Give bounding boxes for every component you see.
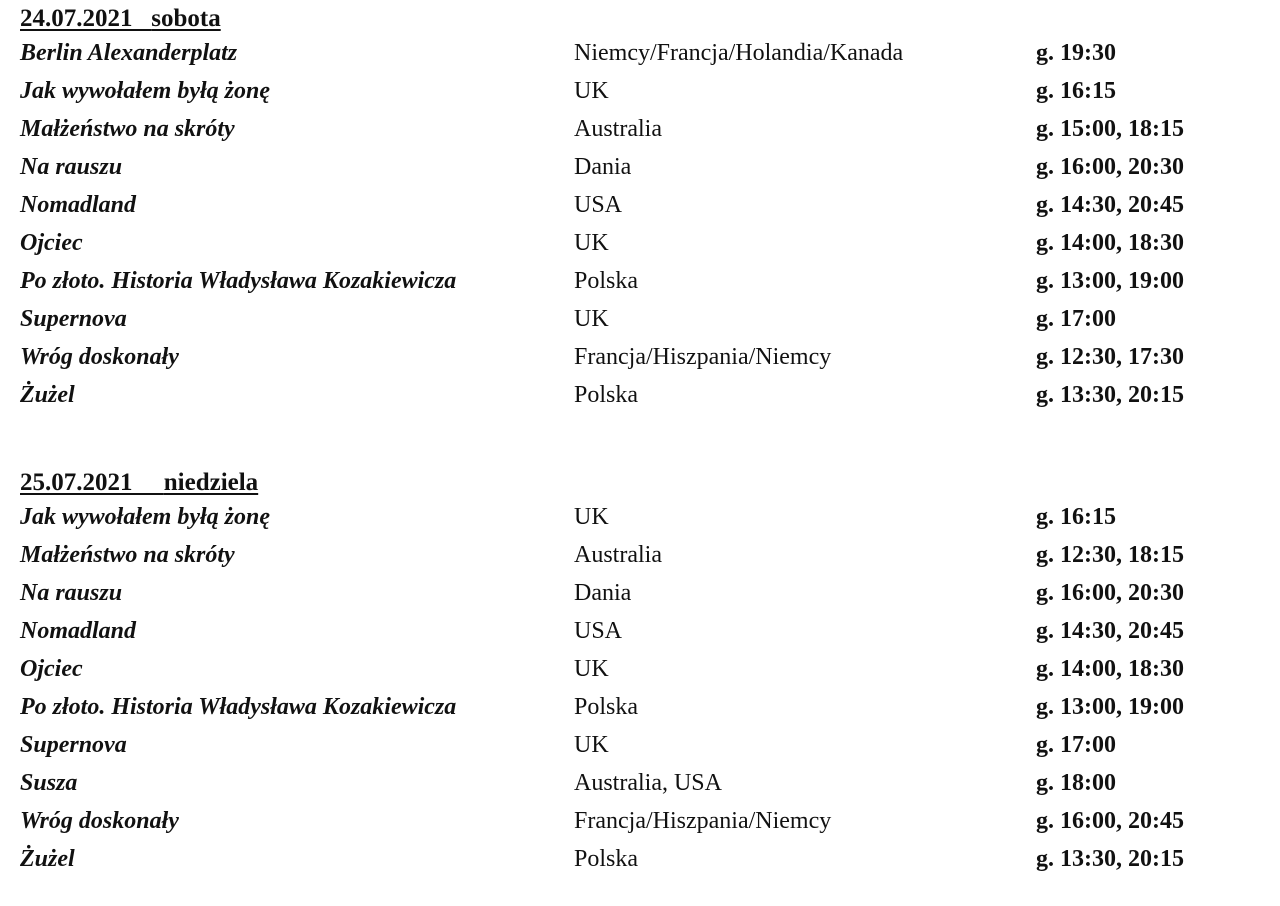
- film-country: UK: [574, 306, 609, 332]
- day-section-saturday: [20, 4, 1260, 414]
- film-title: Małżeństwo na skróty: [20, 116, 235, 142]
- screening-times: g. 19:30: [1036, 40, 1116, 66]
- film-country: Polska: [574, 846, 639, 872]
- screening-row: [20, 802, 1260, 840]
- film-country: Francja/Hiszpania/Niemcy: [574, 808, 832, 834]
- film-title: Żużel: [20, 382, 75, 408]
- screening-times: g. 16:00, 20:30: [1036, 154, 1184, 180]
- film-title: Ojciec: [20, 230, 83, 256]
- film-country: UK: [574, 78, 609, 104]
- film-title: Susza: [20, 770, 78, 796]
- film-country: UK: [574, 230, 609, 256]
- film-title: Po złoto. Historia Władysława Kozakiewicza: [20, 694, 457, 720]
- screening-row: [20, 840, 1260, 878]
- film-country: Polska: [574, 694, 639, 720]
- screening-times: g. 16:15: [1036, 504, 1116, 530]
- screening-row: [20, 612, 1260, 650]
- film-country: Dania: [574, 154, 632, 180]
- film-title: Małżeństwo na skróty: [20, 542, 235, 568]
- screening-times: g. 15:00, 18:15: [1036, 116, 1184, 142]
- film-title: Supernova: [20, 732, 127, 758]
- film-title: Wróg doskonały: [20, 344, 179, 370]
- screening-times: g. 14:00, 18:30: [1036, 656, 1184, 682]
- day-date: 25.07.2021: [20, 469, 133, 496]
- screening-row: [20, 186, 1260, 224]
- screening-times: g. 16:15: [1036, 78, 1116, 104]
- screening-times: g. 18:00: [1036, 770, 1116, 796]
- film-country: Dania: [574, 580, 632, 606]
- film-country: Australia: [574, 542, 662, 568]
- screening-row: [20, 224, 1260, 262]
- film-country: Australia, USA: [574, 770, 722, 796]
- screening-row: [20, 34, 1260, 72]
- screening-row: [20, 110, 1260, 148]
- day-date: 24.07.2021: [20, 5, 133, 32]
- screening-times: g. 16:00, 20:45: [1036, 808, 1184, 834]
- screening-row: [20, 72, 1260, 110]
- screening-times: g. 13:00, 19:00: [1036, 694, 1184, 720]
- day-header: [20, 4, 1260, 34]
- film-country: Polska: [574, 268, 639, 294]
- film-title: Supernova: [20, 306, 127, 332]
- day-weekday: sobota: [151, 5, 221, 32]
- film-title: Berlin Alexanderplatz: [20, 40, 238, 66]
- screening-row: [20, 338, 1260, 376]
- film-country: UK: [574, 656, 609, 682]
- film-country: USA: [574, 192, 623, 218]
- film-title: Na rauszu: [20, 154, 123, 180]
- screening-times: g. 12:30, 18:15: [1036, 542, 1184, 568]
- screening-row: [20, 300, 1260, 338]
- film-title: Wróg doskonały: [20, 808, 179, 834]
- screening-row: [20, 650, 1260, 688]
- screening-times: g. 16:00, 20:30: [1036, 580, 1184, 606]
- film-country: Niemcy/Francja/Holandia/Kanada: [574, 40, 904, 66]
- screening-times: g. 13:30, 20:15: [1036, 846, 1184, 872]
- film-title: Nomadland: [20, 192, 137, 218]
- screening-times: g. 14:30, 20:45: [1036, 618, 1184, 644]
- film-country: UK: [574, 732, 609, 758]
- film-title: Jak wywołałem byłą żonę: [20, 78, 270, 104]
- day-weekday: niedziela: [163, 469, 259, 496]
- film-title: Nomadland: [20, 618, 137, 644]
- film-title: Ojciec: [20, 656, 83, 682]
- day-header: [20, 468, 1260, 498]
- film-country: UK: [574, 504, 609, 530]
- film-title: Na rauszu: [20, 580, 123, 606]
- screening-times: g. 17:00: [1036, 732, 1116, 758]
- film-country: Francja/Hiszpania/Niemcy: [574, 344, 832, 370]
- screening-times: g. 14:00, 18:30: [1036, 230, 1184, 256]
- day-section-sunday: [20, 468, 1260, 878]
- screening-row: [20, 726, 1260, 764]
- screening-times: g. 12:30, 17:30: [1036, 344, 1184, 370]
- screening-times: g. 17:00: [1036, 306, 1116, 332]
- film-title: Jak wywołałem byłą żonę: [20, 504, 270, 530]
- film-country: USA: [574, 618, 623, 644]
- film-title: Żużel: [20, 846, 75, 872]
- film-title: Po złoto. Historia Władysława Kozakiewicza: [20, 268, 457, 294]
- screening-times: g. 13:00, 19:00: [1036, 268, 1184, 294]
- screening-times: g. 14:30, 20:45: [1036, 192, 1184, 218]
- screening-row: [20, 262, 1260, 300]
- screening-row: [20, 688, 1260, 726]
- screening-row: [20, 148, 1260, 186]
- screening-row: [20, 574, 1260, 612]
- screening-times: g. 13:30, 20:15: [1036, 382, 1184, 408]
- film-country: Australia: [574, 116, 662, 142]
- film-country: Polska: [574, 382, 639, 408]
- screening-row: [20, 764, 1260, 802]
- screening-row: [20, 376, 1260, 414]
- screening-row: [20, 498, 1260, 536]
- screening-row: [20, 536, 1260, 574]
